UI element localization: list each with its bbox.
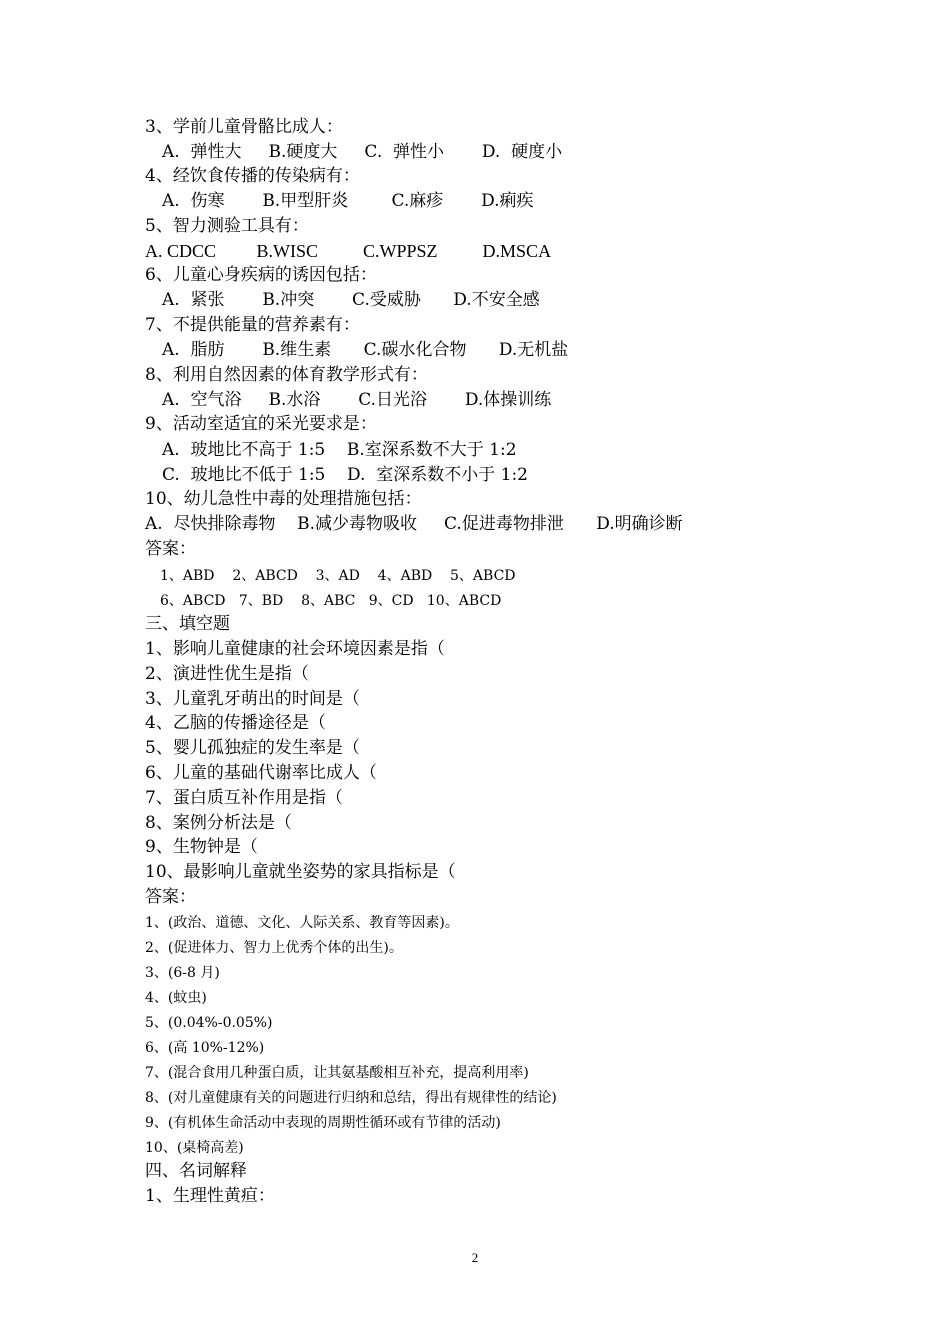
fill-answer: 10、(桌椅高差) — [145, 1140, 244, 1156]
fill-answer: 1、(政治、道德、文化、人际关系、教育等因素)。 — [145, 915, 459, 931]
question-9-options-1: A. 玻地比不高于 1:5 B.室深系数不大于 1:2 — [162, 440, 517, 460]
fill-item: 3、儿童乳牙萌出的时间是（ — [145, 689, 360, 709]
fill-answer: 3、(6-8 月) — [145, 965, 220, 981]
fill-answer: 6、(高 10%-12%) — [145, 1040, 265, 1056]
choice-answers-2: 6、ABCD 7、BD 8、ABC 9、CD 10、ABCD — [160, 593, 502, 609]
choice-answers-1: 1、ABD 2、ABCD 3、AD 4、ABD 5、ABCD — [160, 568, 516, 584]
question-5-options: A. CDCC B.WISC C.WPPSZ D.MSCA — [145, 241, 552, 261]
fill-answer-label: 答案： — [145, 887, 196, 907]
question-10: 10、幼儿急性中毒的处理措施包括： — [145, 489, 422, 509]
question-8-options: A. 空气浴 B.水浴 C.日光浴 D.体操训练 — [162, 390, 552, 410]
fill-answer: 2、(促进体力、智力上优秀个体的出生)。 — [145, 940, 403, 956]
question-5: 5、智力测验工具有： — [145, 216, 309, 236]
question-6: 6、儿童心身疾病的诱因包括： — [145, 265, 377, 285]
fill-answer: 9、(有机体生命活动中表现的周期性循环或有节律的活动) — [145, 1115, 501, 1131]
question-4: 4、经饮食传播的传染病有： — [145, 166, 360, 186]
question-10-options: A. 尽快排除毒物 B.减少毒物吸收 C.促进毒物排泄 D.明确诊断 — [145, 514, 683, 534]
fill-heading: 三、填空题 — [145, 614, 230, 634]
fill-answer: 8、(对儿童健康有关的问题进行归纳和总结，得出有规律性的结论) — [145, 1090, 557, 1106]
question-7-options: A. 脂肪 B.维生素 C.碳水化合物 D.无机盐 — [162, 340, 569, 360]
question-3: 3、学前儿童骨骼比成人： — [145, 117, 343, 137]
question-7: 7、不提供能量的营养素有： — [145, 315, 360, 335]
terms-heading: 四、名词解释 — [145, 1161, 247, 1181]
fill-item: 4、乙脑的传播途径是（ — [145, 713, 326, 733]
question-4-options: A. 伤寒 B.甲型肝炎 C.麻疹 D.痢疾 — [162, 191, 534, 211]
terms-question-1: 1、生理性黄疸： — [145, 1186, 275, 1206]
fill-item: 8、案例分析法是（ — [145, 813, 292, 833]
choice-answer-label: 答案： — [145, 539, 196, 559]
fill-item: 9、生物钟是（ — [145, 837, 258, 857]
question-3-options: A. 弹性大 B.硬度大 C. 弹性小 D. 硬度小 — [162, 142, 563, 162]
fill-item: 10、最影响儿童就坐姿势的家具指标是（ — [145, 862, 456, 882]
page-number: 2 — [471, 1250, 479, 1265]
fill-answer: 4、(蚊虫) — [145, 990, 207, 1006]
fill-answer: 7、(混合食用几种蛋白质，让其氨基酸相互补充，提高利用率) — [145, 1065, 529, 1081]
question-6-options: A. 紧张 B.冲突 C.受威胁 D.不安全感 — [162, 290, 540, 310]
fill-item: 7、蛋白质互补作用是指（ — [145, 788, 343, 808]
question-9: 9、活动室适宜的采光要求是： — [145, 414, 377, 434]
question-9-options-2: C. 玻地比不低于 1:5 D. 室深系数不小于 1:2 — [162, 465, 528, 485]
fill-item: 1、影响儿童健康的社会环境因素是指（ — [145, 639, 445, 659]
question-8: 8、利用自然因素的体育教学形式有： — [145, 365, 428, 385]
fill-item: 6、儿童的基础代谢率比成人（ — [145, 763, 377, 783]
fill-item: 2、演进性优生是指（ — [145, 664, 309, 684]
fill-item: 5、婴儿孤独症的发生率是（ — [145, 738, 360, 758]
fill-answer: 5、(0.04%-0.05%) — [145, 1015, 273, 1031]
